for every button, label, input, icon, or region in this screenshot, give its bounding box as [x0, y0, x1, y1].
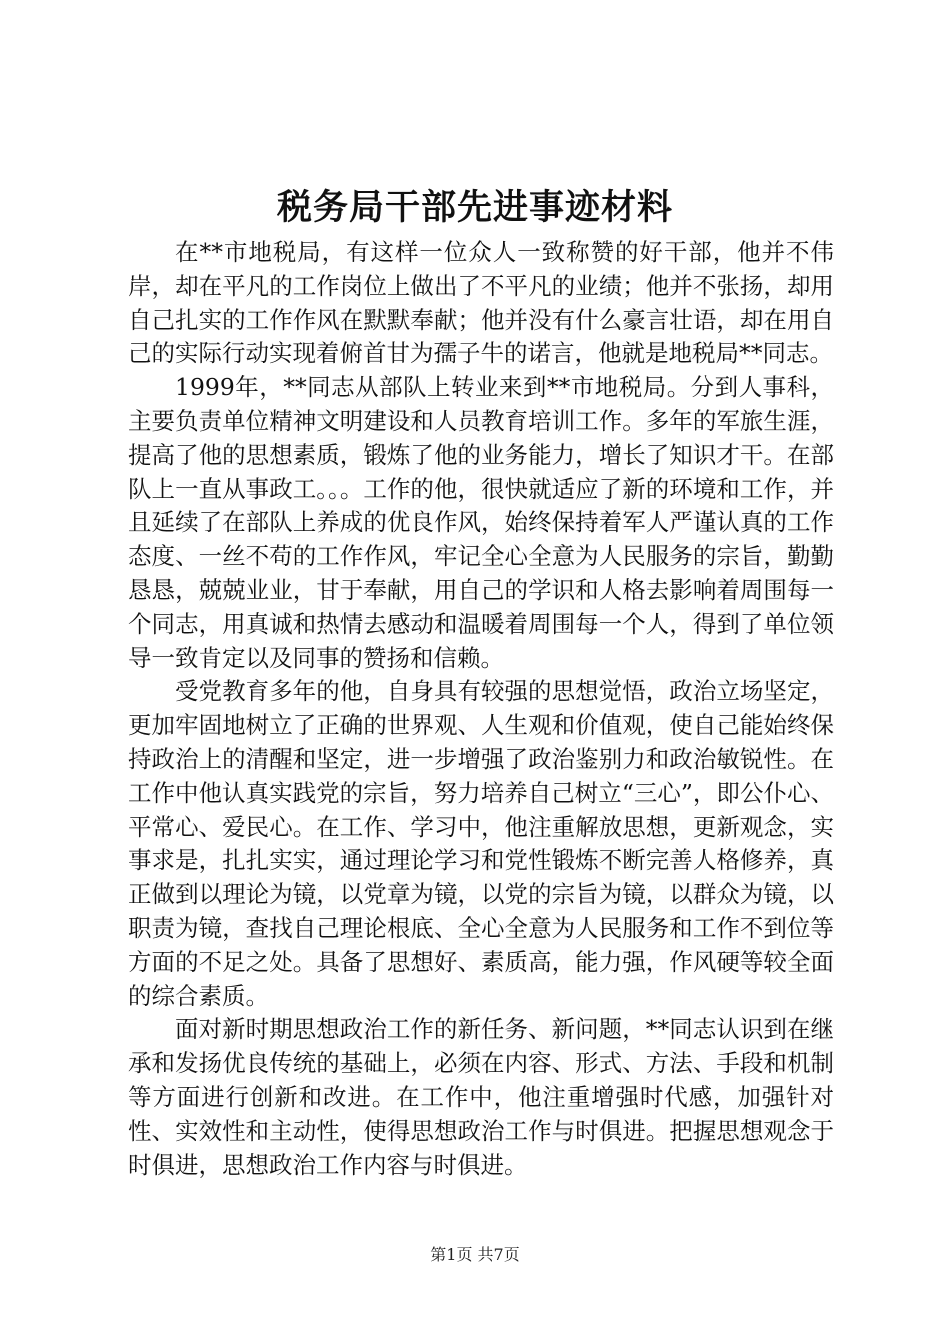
page-footer: 第1页 共7页	[430, 1245, 520, 1264]
paragraph-2: 1999年，**同志从部队上转业来到**市地税局。分到人事科，主要负责单位精神文明建设和人员教育培训工作。多年的军旅生涯，提高了他的思想素质，锻炼了他的业务能力，增长了知识才干。在部队上一直从事政工。。。工作的他，很快就适应了新的环境和工作，并且延续了在部队上养成的优良作风，始终保持着军人严谨认真的工作态度、一丝不苟的工作作风，牢记全心全意为人民服务的宗旨，勤勤恳恳，兢兢业业，甘于奉献，用自己的学识和人格去影响着周围每一个同志，用真诚和热情去感动和温暖着周围每一个人，得到了单位领导一致肯定以及同事的赞扬和信赖。	[128, 373, 834, 672]
paragraph-3: 受党教育多年的他，自身具有较强的思想觉悟，政治立场坚定，更加牢固地树立了正确的世界观、人生观和价值观，使自己能始终保持政治上的清醒和坚定，进一步增强了政治鉴别力和政治敏锐性。在工作中他认真实践党的宗旨，努力培养自己树立“三心”，即公仆心、平常心、爱民心。在工作、学习中，他注重解放思想，更新观念，实事求是，扎扎实实，通过理论学习和党性锻炼不断完善人格修养，真正做到以理论为镜，以党章为镜，以党的宗旨为镜，以群众为镜，以职责为镜，查找自己理论根底、全心全意为人民服务和工作不到位等方面的不足之处。具备了思想好、素质高，能力强，作风硬等较全面的综合素质。	[128, 677, 834, 1010]
paragraph-1: 在**市地税局，有这样一位众人一致称赞的好干部，他并不伟岸，却在平凡的工作岗位上做出了不平凡的业绩；他并不张扬，却用自己扎实的工作作风在默默奉献；他并没有什么豪言壮语，却在用自己的实际行动实现着俯首甘为孺子牛的诺言，他就是地税局**同志。	[128, 238, 834, 368]
paragraph-4: 面对新时期思想政治工作的新任务、新问题，**同志认识到在继承和发扬优良传统的基础上，必须在内容、形式、方法、手段和机制等方面进行创新和改进。在工作中，他注重增强时代感，加强针对性、实效性和主动性，使得思想政治工作与时俱进。把握思想观念于时俱进，思想政治工作内容与时俱进。	[128, 1015, 834, 1179]
document-body	[128, 236, 834, 1182]
document-title: 税务局干部先进事迹材料	[276, 187, 673, 228]
